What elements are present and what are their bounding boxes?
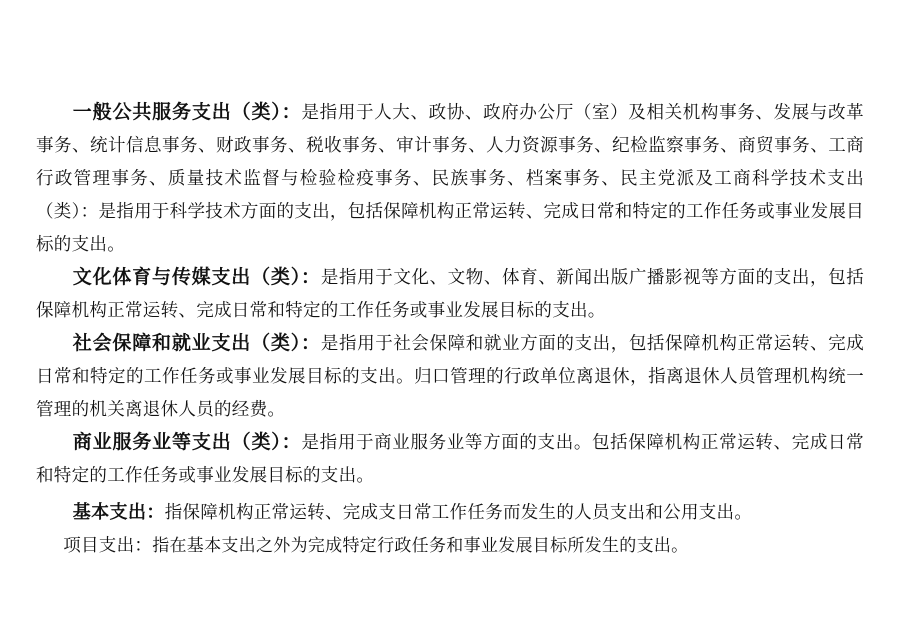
paragraph-culture-sports-media <box>36 261 864 327</box>
paragraph-body: 是指用于商业服务业等方面的支出。包括保障机构正常运转、完成日常和特定的工作任务或事业发展目标的支出。 <box>36 432 864 485</box>
paragraph-body: 指保障机构正常运转、完成支日常工作任务而发生的人员支出和公用支出。 <box>164 502 753 522</box>
paragraph-body: 指在基本支出之外为完成特定行政任务和事业发展目标所发生的支出。 <box>152 536 689 555</box>
paragraph-body: 是指用于社会保障和就业方面的支出，包括保障机构正常运转、完成日常和特定的工作任务或事业发展目标的支出。归口管理的行政单位离退休，指离退休人员管理机构统一管理的机关离退休人员的经费。 <box>36 333 864 419</box>
paragraph-basic-expenditure <box>36 496 864 529</box>
paragraph-lead: 社会保障和就业支出（类）： <box>72 333 321 354</box>
paragraph-social-security-employment <box>36 327 864 426</box>
paragraph-project-expenditure <box>36 529 864 562</box>
paragraph-lead: 项目支出： <box>63 535 153 555</box>
paragraph-general-public-services <box>36 96 864 261</box>
paragraph-lead: 商业服务业等支出（类）： <box>72 432 302 453</box>
paragraph-body: 是指用于文化、文物、体育、新闻出版广播影视等方面的支出，包括保障机构正常运转、完成日常和特定的工作任务或事业发展目标的支出。 <box>36 267 864 320</box>
paragraph-lead: 文化体育与传媒支出（类）： <box>72 267 321 288</box>
paragraph-commercial-services <box>36 426 864 492</box>
paragraph-body: 是指用于人大、政协、政府办公厅（室）及相关机构事务、发展与改革事务、统计信息事务、财政事务、税收事务、审计事务、人力资源事务、纪检监察事务、商贸事务、工商行政管理事务、质量技术监督与检验检疫事务、民族事务、档案事务、民主党派及工商科学技术支出（类）：是指用于科学技术方面的支出，包括保障机构正常运转、完成日常和特定的工作任务或事业发展目标的支出。 <box>36 102 864 254</box>
paragraph-lead: 基本支出： <box>72 502 165 522</box>
paragraph-lead: 一般公共服务支出（类）： <box>72 102 302 123</box>
